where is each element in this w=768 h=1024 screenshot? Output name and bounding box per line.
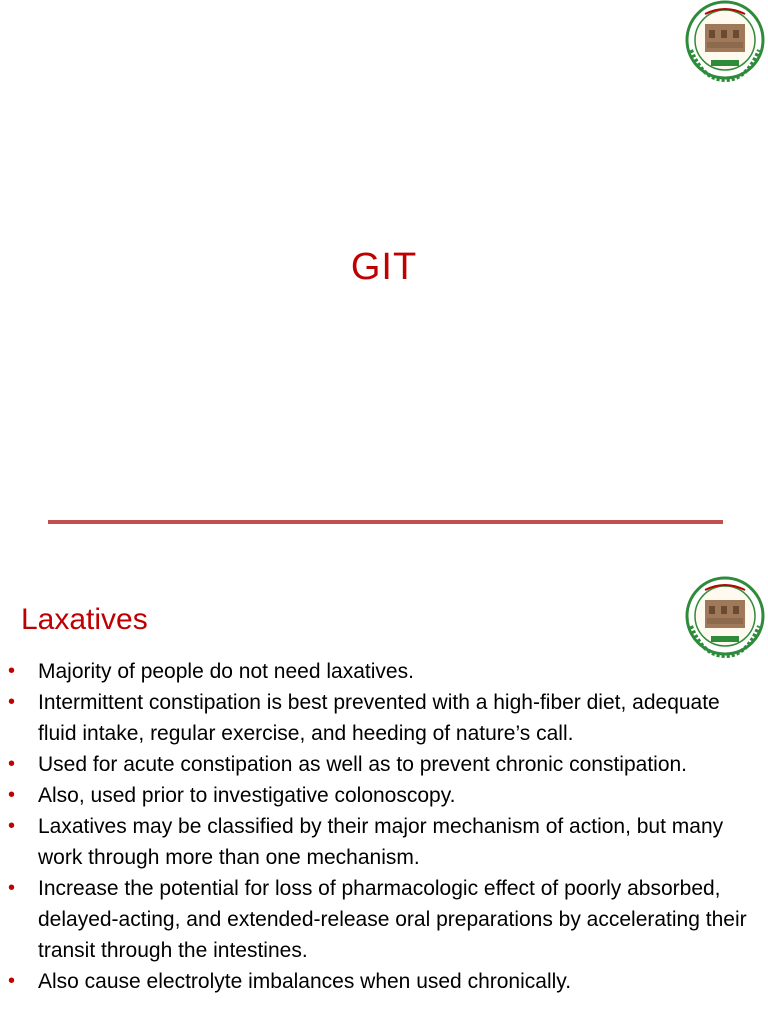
list-item: [0, 811, 768, 873]
bullet-icon: •: [8, 970, 16, 992]
bullet-icon: •: [8, 660, 16, 682]
bullet-icon: •: [8, 815, 16, 837]
bullet-list: [0, 656, 768, 997]
list-item: [0, 687, 768, 749]
bullet-text: Also cause electrolyte imbalances when used chronically.: [38, 970, 572, 993]
list-item: [0, 749, 768, 780]
slide-title: GIT: [350, 246, 418, 288]
university-seal-logo: [683, 0, 767, 96]
bullet-text: Increase the potential for loss of pharmacologic effect of poorly absorbed, delayed-acting, and extended-release oral preparations by accelerating their transit through the intestines.: [38, 877, 747, 962]
bullet-icon: •: [8, 691, 16, 713]
list-item: [0, 656, 768, 687]
bullet-text: Laxatives may be classified by their major mechanism of action, but many work through more than one mechanism.: [38, 815, 724, 869]
list-item: [0, 780, 768, 811]
bullet-text: Majority of people do not need laxatives.: [38, 660, 414, 683]
bullet-icon: •: [8, 877, 16, 899]
divider-line: [48, 520, 723, 524]
bullet-text: Intermittent constipation is best prevented with a high-fiber diet, adequate fluid intake, regular exercise, and heeding of nature’s call.: [38, 691, 720, 745]
list-item: [0, 873, 768, 966]
content-slide: [0, 556, 768, 1024]
bullet-icon: •: [8, 753, 16, 775]
list-item: [0, 966, 768, 997]
bullet-text: Used for acute constipation as well as to prevent chronic constipation.: [38, 753, 688, 776]
bullet-text: Also, used prior to investigative colonoscopy.: [38, 784, 456, 807]
bullet-icon: •: [8, 784, 16, 806]
slide-title: Laxatives: [21, 603, 148, 636]
